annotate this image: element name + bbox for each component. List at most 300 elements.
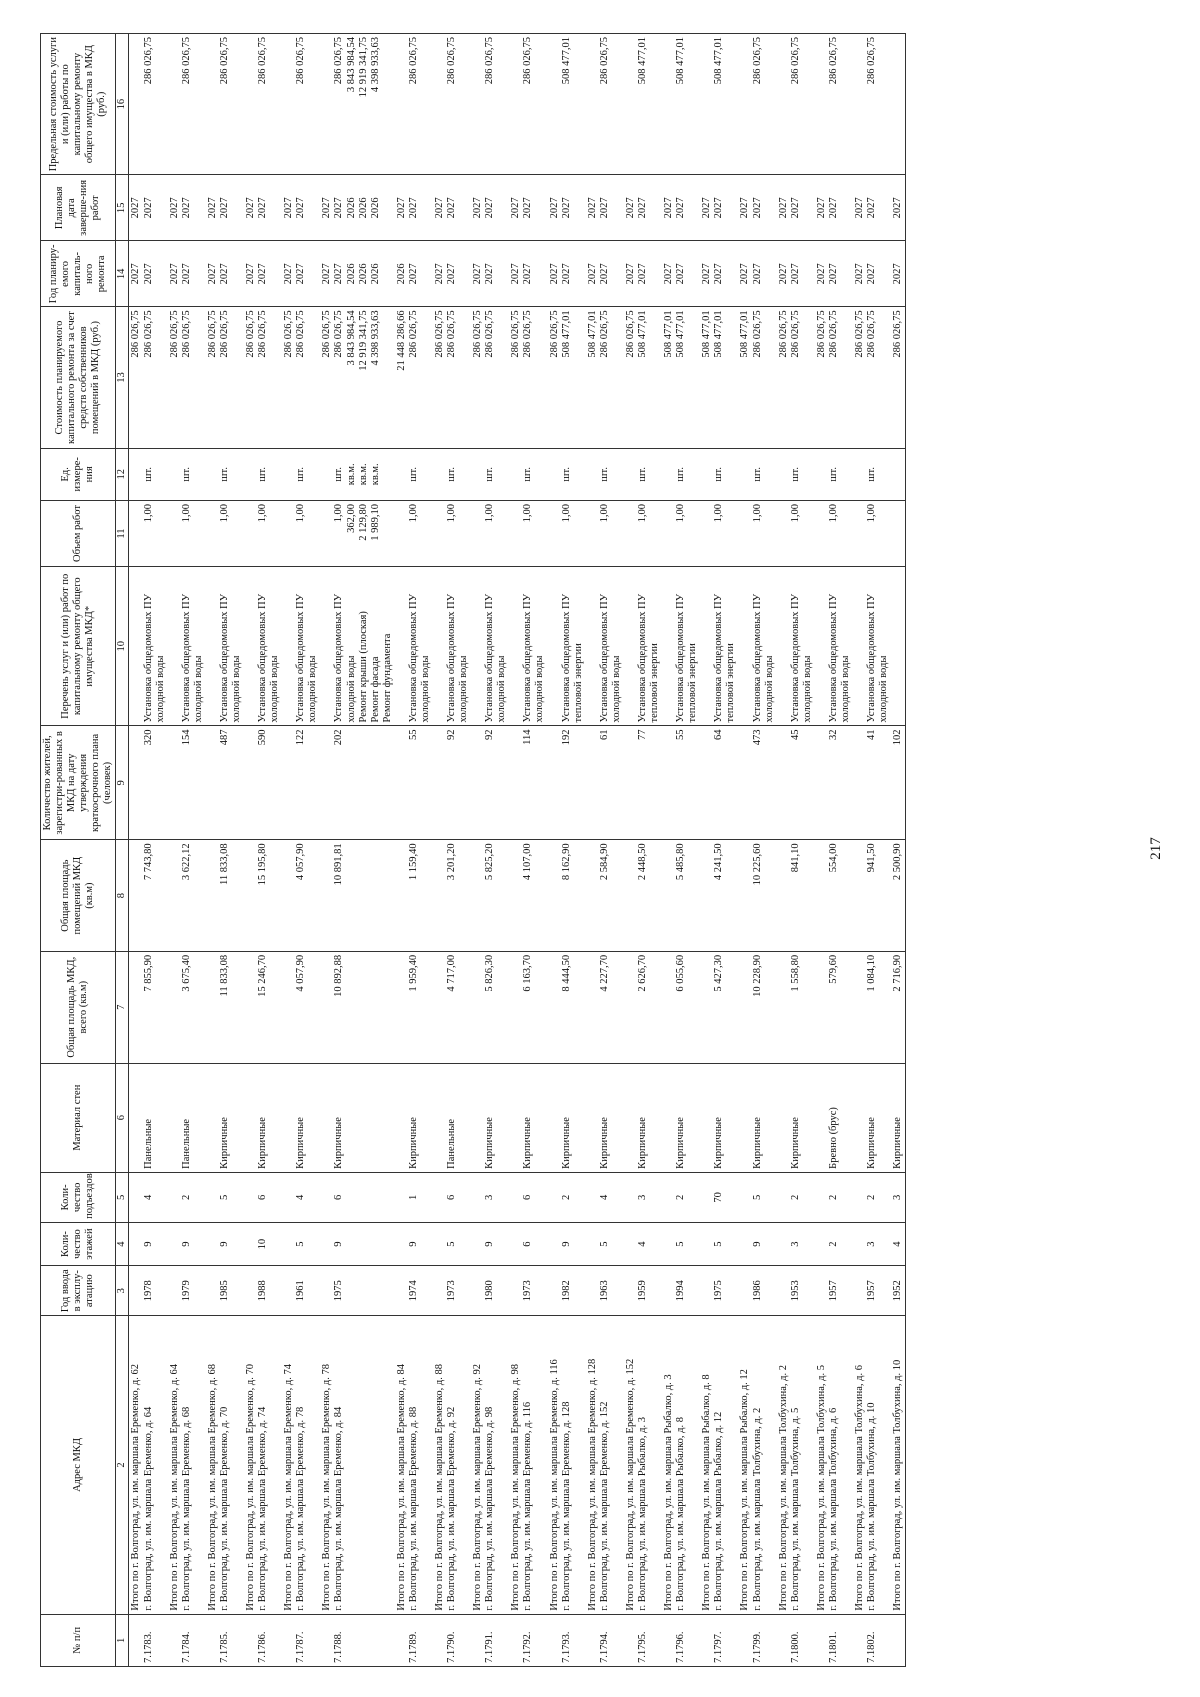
residents-count-cell [815,726,853,840]
spacer-line [321,1176,333,1219]
area-premises: 2 448,50 [636,843,648,881]
spacer-line [701,729,713,836]
spacer-line [283,1226,295,1262]
spacer-line [396,504,408,563]
wall-material: Кирпичные [295,1117,307,1169]
year-built-cell [471,1266,509,1316]
repair-cost-total: 21 448 286,66 [395,310,407,371]
address-text: г. Волгоград, ул. им. маршала Еременко, д. 98 [484,1406,496,1611]
residents-count: 590 [257,729,269,746]
end-date-cell [168,175,206,241]
entrances-count: 2 [180,1194,192,1200]
repair-cost: 3 843 984,54 [345,310,357,366]
limit-cost: 286 026,75 [180,37,192,85]
repair-year: 2027 [827,263,839,285]
year-built: 1980 [484,1280,496,1302]
spacer-line [207,1269,219,1312]
spacer-line [587,1269,599,1312]
end-date-cell [662,175,700,241]
work-unit: кв.м. [369,463,381,486]
work-volume: 1,00 [180,503,192,523]
repair-year-cell [738,241,776,307]
floors-count-cell [853,1222,891,1265]
work-item: Установка общедомовых ПУ холодной воды [827,593,851,723]
spacer-line [283,37,295,171]
column-header: Количество жителей, зарегистри-рованных в МКД на дату утверждения краткосрочного плана (человек) [41,726,116,840]
end-date-cell [509,175,547,241]
spacer-line [663,1067,675,1169]
total-label: Итого по г. Волгоград, ул. им. маршала Еременко, д. 64 [168,1364,180,1611]
end-date-cell [815,175,853,241]
end-date-total: 2027 [548,197,560,219]
repair-year-cell [777,241,815,307]
row-number-cell [777,1614,815,1666]
repair-cost: 286 026,75 [827,310,839,358]
limit-cost-cell [548,34,586,175]
column-number: 4 [116,1222,129,1265]
year-built: 1974 [407,1280,419,1302]
end-date-cell [586,175,624,241]
residents-count: 122 [295,729,307,746]
spacer-line [778,955,790,1060]
spacer-line [587,452,599,497]
repair-cost: 286 026,75 [218,310,230,358]
residents-count-cell [509,726,547,840]
end-date: 2027 [484,197,496,219]
limit-cost-cell [586,34,624,175]
limit-cost: 286 026,75 [522,37,534,85]
work-unit-cell [509,448,547,500]
repair-cost-cell [586,307,624,448]
column-header: Стоимость планируемого капитального ремонта за счет средств собственников помещений в МКД (руб.) [41,307,116,448]
total-label: Итого по г. Волгоград, ул. им. маршала Еременко, д. 78 [321,1364,333,1611]
year-built: 1973 [446,1280,457,1302]
works-cell [168,567,206,726]
wall-material-cell [891,1063,906,1172]
end-date: 2027 [560,197,572,219]
spacer-line [587,955,599,1060]
work-item: Установка общедомовых ПУ тепловой энергии [675,593,699,723]
area-premises: 7 743,80 [142,843,154,881]
wall-material-cell [700,1063,738,1172]
address-text: г. Волгоград, ул. им. маршала Еременко, д. 84 [333,1406,345,1611]
column-number: 15 [116,175,129,241]
area-total-cell [320,951,394,1063]
limit-cost-cell [168,34,206,175]
limit-cost: 508 477,01 [713,37,725,85]
work-item: Установка общедомовых ПУ холодной воды [484,593,508,723]
repair-cost: 286 026,75 [866,310,878,358]
wall-material-cell [586,1063,624,1172]
repair-cost-total: 286 026,75 [130,310,142,358]
spacer-line [816,955,828,1060]
repair-cost-total: 286 026,75 [854,310,865,358]
residents-count: 32 [827,729,839,740]
end-date-cell [624,175,662,241]
empty-cell [891,567,906,726]
end-date: 2027 [675,197,687,219]
spacer-line [816,37,828,171]
repair-cost-cell [206,307,244,448]
area-total-cell [700,951,738,1063]
repair-cost-cell [320,307,394,448]
floors-count-cell [433,1222,471,1265]
repair-cost: 286 026,75 [446,310,457,358]
spacer-line [169,452,181,497]
residents-count-cell [282,726,320,840]
work-unit: кв.м. [345,463,357,486]
repair-year-cell [320,241,394,307]
works-cell [244,567,282,726]
wall-material: Кирпичные [751,1117,763,1169]
repair-year: 2027 [751,263,763,285]
end-date: 2027 [827,197,839,219]
floors-count: 3 [866,1241,878,1247]
year-built: 1957 [827,1280,839,1302]
works-cell [129,567,168,726]
area-premises: 3 622,12 [180,843,192,881]
spacer-line [245,1176,257,1219]
year-built: 1978 [142,1280,154,1302]
spacer-line [778,504,790,563]
spacer-line [854,843,866,948]
limit-cost: 508 477,01 [675,37,687,85]
floors-count-cell [891,1222,906,1265]
year-built-cell [891,1266,906,1316]
area-total: 1 558,80 [789,954,801,992]
year-built: 1982 [560,1280,572,1302]
spacer-line [396,955,408,1060]
work-unit-cell [395,448,433,500]
area-total: 2 626,70 [636,954,648,992]
entrances-count-cell [433,1172,471,1222]
year-built-cell [509,1266,547,1316]
work-unit-cell [700,448,738,500]
area-premises-cell [662,840,700,952]
area-premises-cell [244,840,282,952]
row-number-cell [129,1614,168,1666]
spacer-line [816,504,828,563]
area-total-cell [168,951,206,1063]
entrances-count-cell [548,1172,586,1222]
column-header: Плановая дата заверше-ния работ [41,175,116,241]
spacer-line [778,1067,790,1169]
repair-year: 2026 [345,263,357,285]
spacer-line [472,729,484,836]
repair-year-total: 2027 [548,263,560,285]
spacer-line [587,1618,599,1663]
work-item: Установка общедомовых ПУ холодной воды [866,593,890,723]
spacer-line [778,452,790,497]
column-header: Общая площадь помещений МКД (кв.м) [41,840,116,952]
floors-count: 9 [180,1241,192,1247]
wall-material-cell [548,1063,586,1172]
row-number: 7.1788. [333,1631,345,1663]
year-built: 1957 [866,1280,878,1302]
work-unit-cell [738,448,776,500]
address-cell [777,1316,815,1614]
repair-year-cell [206,241,244,307]
repair-year: 2027 [484,263,496,285]
spacer-line [663,452,675,497]
spacer-line [739,843,751,948]
work-unit: шт. [675,467,687,482]
area-total: 8 444,50 [560,954,572,992]
spacer-line [625,570,637,722]
residents-count: 55 [675,729,687,740]
area-total-cell [586,951,624,1063]
address-cell [738,1316,776,1614]
area-premises: 5 485,80 [675,843,687,881]
spacer-line [130,452,142,497]
row-number-cell [509,1614,547,1666]
spacer-line [207,729,219,836]
row-number-cell [206,1614,244,1666]
floors-count: 9 [218,1241,230,1247]
residents-count: 92 [446,729,457,740]
wall-material: Кирпичные [522,1117,534,1169]
spacer-line [207,1067,219,1169]
wall-material-cell [853,1063,891,1172]
repair-year: 2027 [560,263,572,285]
repair-year-cell [282,241,320,307]
total-label: Итого по г. Волгоград, ул. им. маршала Еременко, д. 98 [510,1364,522,1611]
total-label: Итого по г. Волгоград, ул. им. маршала Толбухина, д. 10 [892,1359,904,1611]
spacer-line [283,1618,295,1663]
floors-count: 5 [446,1241,457,1247]
limit-cost-cell [206,34,244,175]
total-label: Итого по г. Волгоград, ул. им. маршала Еременко, д. 152 [624,1358,636,1611]
residents-count-cell [395,726,433,840]
limit-cost-cell [433,34,471,175]
wall-material: Панельные [180,1118,192,1169]
repair-cost-total: 286 026,75 [510,310,522,358]
spacer-line [854,452,866,497]
repair-cost: 286 026,75 [257,310,269,358]
limit-cost-cell [700,34,738,175]
work-unit-cell [129,448,168,500]
entrances-count-cell [395,1172,433,1222]
area-premises-cell [777,840,815,952]
repair-cost-total: 286 026,75 [815,310,827,358]
floors-count: 3 [789,1241,801,1247]
spacer-line [130,1269,142,1312]
wall-material: Кирпичные [789,1117,801,1169]
address-text: г. Волгоград, ул. им. маршала Еременко, д. 64 [142,1406,154,1611]
area-premises-cell [433,840,471,952]
end-date-cell [395,175,433,241]
area-premises: 4 057,90 [295,843,307,881]
wall-material: Кирпичные [598,1117,610,1169]
table-row [662,34,700,1667]
entrances-count: 6 [257,1194,269,1200]
repair-cost-cell [168,307,206,448]
row-number-cell [433,1614,471,1666]
spacer-line [701,843,713,948]
spacer-line [130,1226,142,1262]
repair-year: 2026 [357,263,369,285]
address-cell [548,1316,586,1614]
year-built: 1985 [218,1280,230,1302]
end-date: 2027 [218,197,230,219]
spacer-line [434,1176,446,1219]
area-total-cell [129,951,168,1063]
spacer-line [549,843,561,948]
repair-year: 2027 [446,263,457,285]
area-total: 5 427,30 [713,954,725,992]
work-item: Установка общедомовых ПУ холодной воды [598,593,622,723]
row-number: 7.1797. [713,1631,725,1663]
residents-count: 202 [333,729,345,746]
row-number: 7.1792. [522,1631,534,1663]
limit-cost-cell [509,34,547,175]
spacer-line [549,955,561,1060]
table-row [206,34,244,1667]
spacer-line [434,729,446,836]
spacer-line [169,1067,181,1169]
repair-year-cell [662,241,700,307]
work-unit-cell [853,448,891,500]
floors-count: 9 [407,1241,419,1247]
spacer-line [587,504,599,563]
residents-count: 61 [598,729,610,740]
spacer-line [434,452,446,497]
spacer-line [663,504,675,563]
floors-count-cell [624,1222,662,1265]
table-row [244,34,282,1667]
spacer-line [130,843,142,948]
limit-cost: 286 026,75 [484,37,496,85]
address-text: г. Волгоград, ул. им. маршала Толбухина, д. 2 [751,1407,763,1611]
limit-cost: 286 026,75 [295,37,307,85]
work-item: Установка общедомовых ПУ тепловой энергии [713,593,737,723]
residents-count-cell [777,726,815,840]
spacer-line [283,504,295,563]
area-premises: 4 241,50 [713,843,725,881]
spacer-line [663,729,675,836]
work-volume: 1,00 [407,503,419,523]
repair-cost: 286 026,75 [789,310,801,358]
end-date: 2027 [257,197,269,219]
work-unit-cell [777,448,815,500]
spacer-line [778,1618,790,1663]
spacer-line [434,955,446,1060]
residents-count-cell [662,726,700,840]
work-unit: шт. [522,467,534,482]
year-built: 1975 [333,1280,345,1302]
limit-cost-cell [282,34,320,175]
repair-cost: 508 477,01 [713,310,725,358]
spacer-line [854,1269,866,1312]
spacer-line [130,729,142,836]
table-row [700,34,738,1667]
spacer-line [396,1067,408,1169]
address-text: г. Волгоград, ул. им. маршала Еременко, д. 78 [295,1406,307,1611]
row-number-cell [624,1614,662,1666]
entrances-count: 70 [713,1192,725,1203]
area-premises-cell [548,840,586,952]
repair-year-cell [129,241,168,307]
floors-count: 10 [257,1238,269,1250]
spacer-line [510,504,522,563]
table-row-final [891,34,906,1667]
entrances-count-cell [282,1172,320,1222]
repair-cost-total: 508 477,01 [663,310,675,358]
address-cell [320,1316,394,1614]
year-built: 1994 [675,1280,687,1302]
work-item: Установка общедомовых ПУ холодной воды [295,593,319,723]
repair-year: 2027 [257,263,269,285]
work-volume-cell [433,500,471,566]
work-volume: 1,00 [333,503,345,523]
limit-cost-cell [471,34,509,175]
spacer-line [778,1226,790,1262]
spacer-line [169,37,181,171]
spacer-line [739,729,751,836]
repair-cost: 4 398 933,63 [369,310,381,366]
address-cell [168,1316,206,1614]
spacer-line [321,1269,333,1312]
area-total: 15 246,70 [257,954,269,997]
repair-cost-cell [471,307,509,448]
end-date: 2026 [369,197,381,219]
work-unit: шт. [407,467,419,482]
entrances-count: 5 [751,1194,763,1200]
table-row [320,34,394,1667]
repair-cost-cell [700,307,738,448]
end-date-total: 2027 [892,197,904,219]
end-date-cell [548,175,586,241]
end-date-cell [433,175,471,241]
wall-material: Панельные [142,1118,154,1169]
floors-count-cell [662,1222,700,1265]
spacer-line [549,570,561,722]
table-row [509,34,547,1667]
residents-count: 55 [407,729,419,740]
spacer-line [396,1176,408,1219]
year-built: 1973 [522,1280,534,1302]
residents-count: 64 [713,729,725,740]
area-premises-cell [129,840,168,952]
work-unit: шт. [446,467,457,482]
works-cell [777,567,815,726]
residents-count-cell [206,726,244,840]
work-volume: 1,00 [560,503,572,523]
column-header: Коли-чество этажей [41,1222,116,1265]
spacer-line [321,1618,333,1663]
work-unit: шт. [180,467,192,482]
address-text: г. Волгоград, ул. им. маршала Рыбалко, д. 12 [713,1411,725,1611]
work-volume: 1,00 [218,503,230,523]
address-text: г. Волгоград, ул. им. маршала Еременко, д. 92 [446,1406,457,1611]
table-row [815,34,853,1667]
spacer-line [245,504,257,563]
work-unit-cell [586,448,624,500]
repair-cost-total: 508 477,01 [739,310,751,358]
end-date: 2027 [522,197,534,219]
year-built-cell [282,1266,320,1316]
table-row [738,34,776,1667]
total-label: Итого по г. Волгоград, ул. им. маршала Еременко, д. 128 [586,1358,598,1611]
entrances-count: 2 [827,1194,839,1200]
spacer-line [625,843,637,948]
spacer-line [169,570,181,722]
address-cell [853,1316,891,1614]
address-cell [206,1316,244,1614]
entrances-count: 6 [522,1194,534,1200]
wall-material: Кирпичные [407,1117,419,1169]
spacer-line [625,1067,637,1169]
